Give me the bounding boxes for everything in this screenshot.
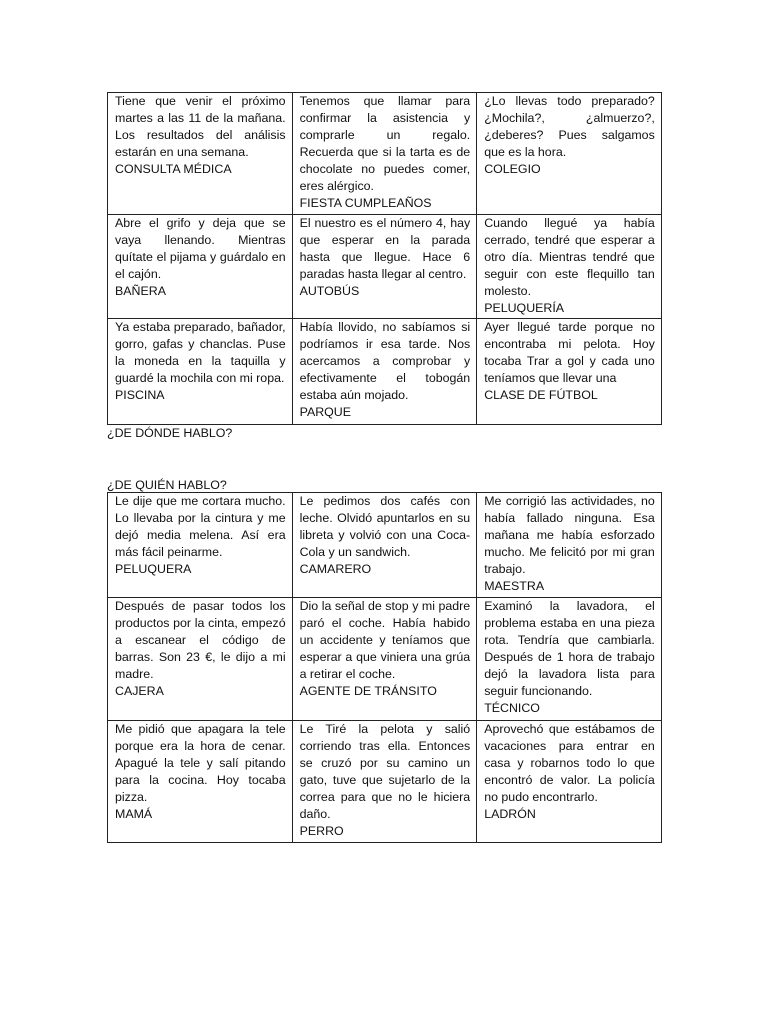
table-row [108,319,662,425]
cell-text: Abre el grifo y deja que se vaya llenando. Mientras quítate el pijama y guárdalo en el cajón. [115,216,286,281]
table-cell [477,319,662,425]
table-cell [108,93,293,215]
cell-label: CAJERA [115,684,164,698]
cell-text: El nuestro es el número 4, hay que esperar en la parada hasta que llegue. Hace 6 paradas hasta llegar al centro. [299,216,471,281]
table-cell [292,721,477,843]
cell-label: CONSULTA MÉDICA [115,162,232,176]
table-row [108,215,662,319]
cell-label: LADRÓN [484,807,536,821]
table-cell [292,598,477,721]
table-cell [108,493,293,598]
cell-label: MAMÁ [115,807,153,821]
table-row [108,721,662,843]
cell-text: Ayer llegué tarde porque no encontraba mi pelota. Hoy tocaba Trar a gol y cada uno teníamos que llevar una [484,320,655,385]
cell-text: Tenemos que llamar para confirmar la asistencia y comprarle un regalo. Recuerda que si la tarta es de chocolate no puedes comer, eres alérgico. [299,94,471,193]
table-row [108,598,662,721]
cell-text: Le dije que me cortara mucho. Lo llevaba por la cintura y me dejó media melena. Así era más fácil peinarme. [115,494,286,559]
cell-label: FIESTA CUMPLEAÑOS [299,196,432,210]
table-cell [292,93,477,215]
table-cell [477,721,662,843]
cell-text: Ya estaba preparado, bañador, gorro, gafas y chanclas. Puse la moneda en la taquilla y guardé la mochila con mi ropa. [115,320,286,385]
cell-label: PARQUE [299,405,352,419]
cell-text: ¿Lo llevas todo preparado? ¿Mochila?, ¿almuerzo?, ¿deberes? Pues salgamos que es la hora. [484,94,655,159]
table-row [108,493,662,598]
cell-label: CAMARERO [299,562,372,576]
cell-label: AUTOBÚS [299,284,360,298]
cell-label: TÉCNICO [484,701,540,715]
cell-label: COLEGIO [484,162,541,176]
cell-text: Examinó la lavadora, el problema estaba en una pieza rota. Tendría que cambiarla. Después de 1 hora de trabajo dejó la lavadora lista para seguir funcionando. [484,599,655,698]
cell-text: Tiene que venir el próximo martes a las 11 de la mañana. Los resultados del análisis estarán en una semana. [115,94,286,159]
where-caption: ¿DE DÓNDE HABLO? [107,426,233,440]
table-cell [108,319,293,425]
table-cell [292,493,477,598]
table-cell [477,598,662,721]
table-cell [477,215,662,319]
table-cell [292,215,477,319]
cell-text: Aprovechó que estábamos de vacaciones para entrar en casa y robarnos todo lo que encontró de valor. La policía no pudo encontrarlo. [484,722,655,804]
cell-text: Había llovido, no sabíamos si podríamos ir esa tarde. Nos acercamos a comprobar y efectivamente el tobogán estaba aún mojado. [299,320,471,402]
cell-text: Me pidió que apagara la tele porque era la hora de cenar. Apagué la tele y salí pitando para la cocina. Hoy tocaba pizza. [115,722,286,804]
cell-label: PELUQUERA [115,562,192,576]
table-cell [108,721,293,843]
cell-label: AGENTE DE TRÁNSITO [299,684,437,698]
cell-label: BAÑERA [115,284,166,298]
where-table [107,92,662,425]
table-cell [477,493,662,598]
cell-label: PERRO [299,824,344,838]
cell-label: CLASE DE FÚTBOL [484,388,598,402]
cell-text: Le Tiré la pelota y salió corriendo tras ella. Entonces se cruzó por su camino un gato, tuve que sujetarlo de la correa para que no le hiciera daño. [299,722,471,821]
table-cell [292,319,477,425]
cell-label: PISCINA [115,388,165,402]
table-cell [477,93,662,215]
cell-text: Cuando llegué ya había cerrado, tendré que esperar a otro día. Mientras tendré que seguir con este flequillo tan molesto. [484,216,655,298]
who-table [107,492,662,843]
cell-text: Le pedimos dos cafés con leche. Olvidó apuntarlos en su libreta y volvió con una Coca-Cola y un sandwich. [299,494,471,559]
cell-text: Dio la señal de stop y mi padre paró el coche. Había habido un accidente y teníamos que esperar a que viniera una grúa a retirar el coche. [299,599,471,681]
table-row [108,93,662,215]
cell-text: Me corrigió las actividades, no había fallado ninguna. Esa mañana me había esforzado mucho. Me felicitó por mi gran trabajo. [484,494,655,576]
cell-label: PELUQUERÍA [484,301,565,315]
cell-label: MAESTRA [484,579,545,593]
cell-text: Después de pasar todos los productos por la cinta, empezó a escanear el código de barras. Son 23 €, le dijo a mi madre. [115,599,286,681]
table-cell [108,215,293,319]
table-cell [108,598,293,721]
who-caption: ¿DE QUIÉN HABLO? [107,478,227,492]
